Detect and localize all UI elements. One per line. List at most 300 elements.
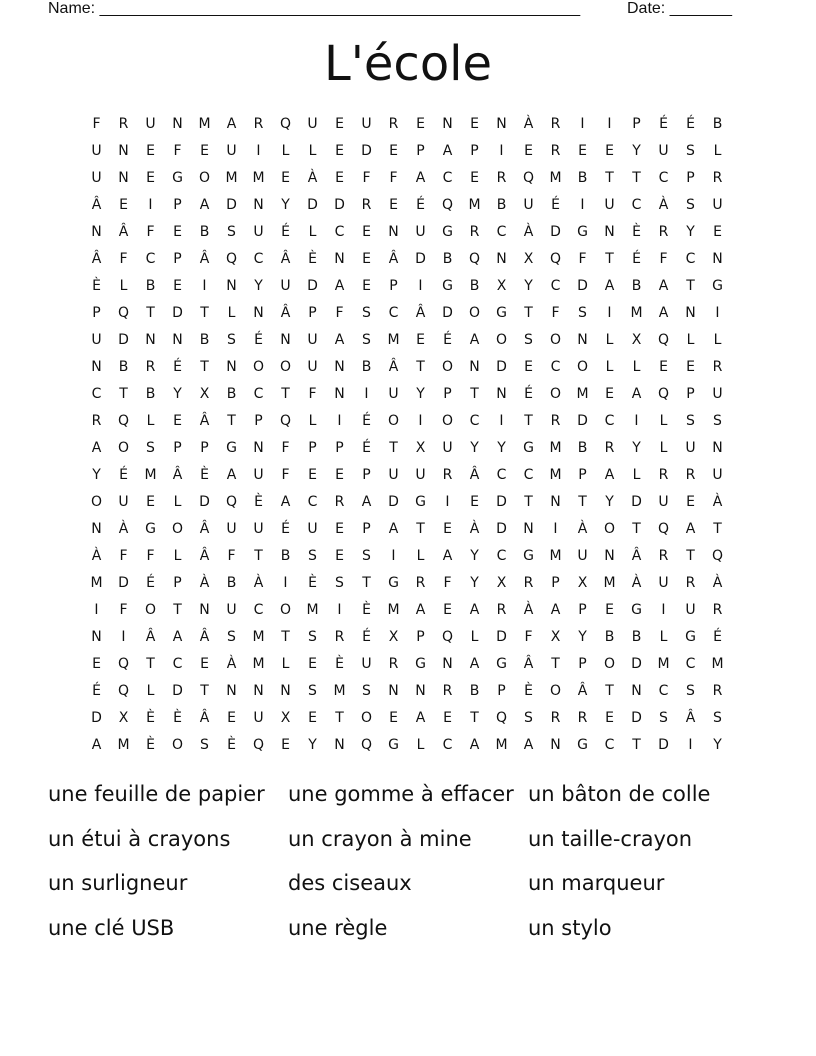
grid-letter: I [634, 413, 639, 429]
grid-letter: U [712, 197, 723, 213]
grid-letter: Y [686, 224, 695, 240]
grid-letter: B [469, 683, 480, 699]
grid-letter: O [198, 170, 211, 186]
grid-letter: E [146, 494, 155, 510]
grid-letter: F [146, 548, 155, 564]
grid-letter: Â [199, 710, 210, 726]
grid-letter: A [199, 197, 210, 213]
grid-row [83, 735, 731, 762]
grid-letter: A [280, 494, 291, 510]
grid-letter: N [712, 440, 723, 456]
grid-letter: È [308, 575, 317, 591]
grid-letter: M [306, 602, 319, 618]
grid-letter: A [361, 494, 372, 510]
grid-letter: E [362, 278, 371, 294]
grid-letter: R [712, 683, 723, 699]
grid-letter: N [172, 116, 183, 132]
grid-letter: L [281, 656, 290, 672]
grid-letter: U [577, 548, 588, 564]
grid-letter: C [658, 170, 669, 186]
grid-letter: Â [199, 629, 210, 645]
grid-letter: X [631, 332, 642, 348]
grid-letter: E [335, 521, 344, 537]
grid-row [83, 681, 731, 708]
grid-letter: R [658, 224, 669, 240]
grid-letter: Â [577, 683, 588, 699]
word-bank-item: un bâton de colle [528, 782, 711, 806]
grid-letter: Q [657, 521, 670, 537]
grid-letter: B [118, 359, 129, 375]
grid-row [83, 519, 731, 546]
grid-letter: L [659, 440, 668, 456]
grid-letter: C [496, 224, 507, 240]
grid-letter: E [335, 548, 344, 564]
grid-letter: D [118, 332, 129, 348]
grid-letter: Q [225, 251, 238, 267]
grid-letter: R [712, 602, 723, 618]
grid-letter: P [632, 116, 641, 132]
grid-letter: À [226, 656, 237, 672]
grid-letter: G [631, 602, 642, 618]
grid-letter: N [172, 332, 183, 348]
grid-letter: S [578, 305, 587, 321]
grid-letter: C [145, 251, 156, 267]
grid-letter: C [631, 197, 642, 213]
grid-letter: O [495, 332, 508, 348]
grid-letter: B [226, 575, 237, 591]
grid-letter: I [688, 737, 693, 753]
grid-letter: E [335, 170, 344, 186]
grid-letter: Y [632, 143, 641, 159]
grid-letter: U [253, 521, 264, 537]
grid-row [83, 573, 731, 600]
grid-letter: F [281, 440, 290, 456]
grid-letter: G [496, 305, 507, 321]
grid-letter: D [91, 710, 102, 726]
word-bank-item: une feuille de papier [48, 782, 265, 806]
grid-letter: E [470, 170, 479, 186]
grid-letter: E [335, 467, 344, 483]
grid-letter: S [335, 575, 344, 591]
grid-letter: T [632, 737, 641, 753]
grid-letter: N [523, 521, 534, 537]
grid-letter: À [91, 548, 102, 564]
grid-letter: D [496, 521, 507, 537]
grid-letter: Y [497, 440, 506, 456]
grid-letter: Y [254, 278, 263, 294]
grid-letter: E [335, 116, 344, 132]
grid-letter: E [389, 143, 398, 159]
grid-letter: D [631, 710, 642, 726]
grid-letter: R [334, 494, 345, 510]
grid-letter: O [387, 413, 400, 429]
grid-letter: T [470, 710, 479, 726]
grid-letter: R [550, 116, 561, 132]
grid-letter: B [577, 170, 588, 186]
grid-letter: È [227, 737, 236, 753]
grid-letter: A [469, 656, 480, 672]
grid-letter: Y [308, 737, 317, 753]
grid-letter: T [335, 710, 344, 726]
grid-letter: E [146, 143, 155, 159]
grid-letter: O [441, 413, 454, 429]
name-field-line: Name: ______________________________________________________ [48, 0, 581, 17]
grid-letter: Â [685, 710, 696, 726]
grid-letter: À [523, 602, 534, 618]
grid-letter: U [307, 116, 318, 132]
grid-letter: U [685, 602, 696, 618]
grid-row [83, 438, 731, 465]
grid-letter: U [91, 143, 102, 159]
grid-letter: R [550, 413, 561, 429]
grid-letter: E [416, 332, 425, 348]
grid-letter: M [387, 332, 400, 348]
grid-letter: A [685, 521, 696, 537]
grid-letter: G [415, 494, 426, 510]
grid-letter: Â [91, 197, 102, 213]
grid-letter: G [388, 575, 399, 591]
grid-letter: I [283, 575, 288, 591]
grid-letter: B [496, 197, 507, 213]
grid-letter: R [469, 224, 480, 240]
grid-letter: O [441, 359, 454, 375]
grid-letter: È [146, 710, 155, 726]
grid-letter: C [685, 251, 696, 267]
grid-letter: A [604, 278, 615, 294]
grid-letter: N [280, 683, 291, 699]
grid-letter: O [279, 359, 292, 375]
grid-letter: G [577, 224, 588, 240]
grid-letter: E [578, 143, 587, 159]
grid-letter: D [361, 143, 372, 159]
grid-letter: E [173, 278, 182, 294]
grid-letter: Â [91, 251, 102, 267]
grid-letter: O [144, 602, 157, 618]
grid-letter: L [146, 683, 155, 699]
grid-letter: E [470, 494, 479, 510]
grid-letter: M [90, 575, 103, 591]
grid-letter: U [685, 440, 696, 456]
grid-letter: R [145, 359, 156, 375]
grid-letter: N [577, 332, 588, 348]
grid-letter: O [603, 521, 616, 537]
grid-row [83, 627, 731, 654]
grid-letter: Â [631, 548, 642, 564]
grid-letter: M [576, 386, 589, 402]
grid-letter: P [578, 602, 587, 618]
grid-letter: È [335, 656, 344, 672]
grid-letter: P [416, 629, 425, 645]
grid-letter: É [173, 359, 182, 375]
word-bank-item: une règle [288, 916, 388, 941]
grid-letter: À [631, 575, 642, 591]
grid-letter: U [658, 143, 669, 159]
grid-letter: O [117, 440, 130, 456]
grid-letter: L [605, 332, 614, 348]
grid-letter: N [496, 251, 507, 267]
word-bank-item: un crayon à mine [288, 826, 472, 851]
grid-letter: F [659, 251, 668, 267]
grid-letter: D [307, 197, 318, 213]
grid-letter: U [280, 278, 291, 294]
grid-letter: U [712, 467, 723, 483]
grid-letter: E [227, 710, 236, 726]
grid-letter: O [468, 305, 481, 321]
grid-letter: C [658, 683, 669, 699]
grid-letter: E [713, 224, 722, 240]
grid-letter: T [524, 413, 533, 429]
grid-letter: A [91, 440, 102, 456]
grid-letter: Â [280, 251, 291, 267]
grid-letter: P [173, 251, 182, 267]
grid-letter: S [362, 305, 371, 321]
grid-letter: M [225, 170, 238, 186]
grid-letter: L [632, 359, 641, 375]
grid-letter: F [227, 548, 236, 564]
grid-letter: Â [172, 467, 183, 483]
grid-letter: F [524, 629, 533, 645]
grid-letter: E [281, 737, 290, 753]
grid-letter: R [685, 575, 696, 591]
grid-letter: G [712, 278, 723, 294]
grid-letter: D [496, 494, 507, 510]
grid-letter: F [281, 467, 290, 483]
date-field-line: Date: _______ [627, 0, 732, 17]
grid-letter: X [496, 278, 507, 294]
grid-letter: Y [173, 386, 182, 402]
grid-row [83, 249, 731, 276]
grid-letter: P [443, 386, 452, 402]
grid-letter: E [686, 494, 695, 510]
grid-letter: L [281, 143, 290, 159]
grid-letter: À [307, 170, 318, 186]
grid-letter: R [388, 116, 399, 132]
grid-letter: L [416, 548, 425, 564]
grid-letter: G [442, 224, 453, 240]
grid-letter: R [658, 467, 669, 483]
grid-letter: I [553, 521, 558, 537]
grid-letter: À [712, 494, 723, 510]
grid-letter: M [711, 656, 724, 672]
grid-letter: E [308, 656, 317, 672]
grid-letter: T [362, 575, 371, 591]
grid-letter: U [388, 467, 399, 483]
grid-letter: C [388, 305, 399, 321]
grid-letter: E [389, 710, 398, 726]
grid-letter: O [171, 521, 184, 537]
grid-letter: T [470, 386, 479, 402]
grid-letter: T [146, 305, 155, 321]
grid-letter: T [119, 386, 128, 402]
grid-letter: M [495, 737, 508, 753]
grid-letter: S [308, 629, 317, 645]
grid-letter: N [496, 116, 507, 132]
grid-letter: P [578, 656, 587, 672]
grid-row [83, 168, 731, 195]
grid-letter: N [415, 683, 426, 699]
grid-letter: B [577, 440, 588, 456]
grid-letter: M [117, 737, 130, 753]
grid-letter: L [308, 143, 317, 159]
grid-letter: S [686, 413, 695, 429]
grid-letter: X [523, 251, 534, 267]
grid-letter: U [658, 575, 669, 591]
grid-letter: A [415, 710, 426, 726]
grid-letter: À [577, 521, 588, 537]
grid-letter: È [632, 224, 641, 240]
grid-letter: S [686, 683, 695, 699]
grid-letter: E [200, 656, 209, 672]
grid-letter: Â [388, 359, 399, 375]
grid-letter: U [658, 494, 669, 510]
grid-letter: L [173, 548, 182, 564]
grid-letter: I [94, 602, 99, 618]
word-bank-item: une gomme à effacer [288, 782, 514, 806]
grid-letter: M [657, 656, 670, 672]
word-bank-item: un taille-crayon [528, 826, 693, 851]
grid-letter: T [173, 602, 182, 618]
grid-letter: D [118, 575, 129, 591]
grid-letter: S [362, 332, 371, 348]
grid-letter: C [442, 737, 453, 753]
grid-letter: É [92, 683, 101, 699]
grid-letter: R [442, 467, 453, 483]
grid-letter: X [199, 386, 210, 402]
grid-letter: T [281, 629, 290, 645]
grid-letter: R [253, 116, 264, 132]
grid-letter: D [226, 197, 237, 213]
grid-letter: P [551, 575, 560, 591]
grid-letter: X [118, 710, 129, 726]
grid-letter: O [252, 359, 265, 375]
grid-letter: U [442, 440, 453, 456]
grid-letter: À [469, 521, 480, 537]
grid-letter: O [576, 359, 589, 375]
grid-letter: T [686, 548, 695, 564]
grid-letter: U [388, 386, 399, 402]
grid-letter: O [171, 737, 184, 753]
grid-letter: A [469, 602, 480, 618]
grid-letter: R [550, 143, 561, 159]
grid-letter: X [280, 710, 291, 726]
grid-letter: N [91, 359, 102, 375]
grid-letter: P [416, 143, 425, 159]
grid-letter: D [334, 197, 345, 213]
grid-letter: É [524, 386, 533, 402]
grid-letter: N [253, 305, 264, 321]
grid-letter: E [119, 197, 128, 213]
grid-letter: N [253, 683, 264, 699]
grid-row [83, 195, 731, 222]
grid-letter: P [686, 386, 695, 402]
grid-letter: Y [281, 197, 290, 213]
grid-letter: O [549, 683, 562, 699]
grid-letter: Q [549, 251, 562, 267]
grid-letter: U [307, 521, 318, 537]
grid-letter: B [469, 278, 480, 294]
grid-letter: Â [469, 467, 480, 483]
grid-letter: P [578, 467, 587, 483]
grid-letter: A [469, 332, 480, 348]
grid-letter: G [577, 737, 588, 753]
grid-letter: É [686, 116, 695, 132]
grid-letter: Y [632, 440, 641, 456]
grid-letter: É [443, 332, 452, 348]
grid-letter: R [361, 197, 372, 213]
grid-letter: A [523, 737, 534, 753]
grid-letter: D [388, 494, 399, 510]
grid-letter: D [631, 494, 642, 510]
grid-letter: S [146, 440, 155, 456]
grid-letter: S [227, 629, 236, 645]
grid-letter: E [443, 521, 452, 537]
grid-letter: N [469, 359, 480, 375]
grid-letter: I [715, 305, 720, 321]
grid-letter: I [580, 197, 585, 213]
grid-letter: C [550, 359, 561, 375]
grid-letter: E [605, 386, 614, 402]
grid-letter: R [712, 359, 723, 375]
grid-letter: C [307, 494, 318, 510]
grid-letter: Q [441, 629, 454, 645]
grid-letter: T [632, 521, 641, 537]
grid-letter: M [549, 170, 562, 186]
grid-letter: D [199, 494, 210, 510]
word-bank [48, 778, 768, 957]
grid-letter: E [173, 413, 182, 429]
grid-letter: N [253, 440, 264, 456]
grid-letter: E [281, 170, 290, 186]
grid-letter: E [443, 602, 452, 618]
grid-letter: G [442, 278, 453, 294]
grid-letter: N [631, 683, 642, 699]
grid-letter: R [658, 548, 669, 564]
grid-letter: Y [524, 278, 533, 294]
grid-letter: È [308, 251, 317, 267]
grid-letter: N [226, 683, 237, 699]
grid-letter: N [145, 332, 156, 348]
grid-letter: P [686, 170, 695, 186]
grid-row [83, 546, 731, 573]
grid-letter: N [685, 305, 696, 321]
grid-letter: T [416, 521, 425, 537]
grid-letter: T [605, 683, 614, 699]
grid-letter: U [712, 386, 723, 402]
grid-letter: Q [117, 413, 130, 429]
grid-letter: U [415, 224, 426, 240]
grid-letter: T [524, 305, 533, 321]
grid-letter: R [523, 575, 534, 591]
grid-letter: Â [280, 305, 291, 321]
grid-letter: F [173, 143, 182, 159]
grid-letter: É [659, 116, 668, 132]
grid-letter: É [362, 629, 371, 645]
grid-letter: E [686, 359, 695, 375]
grid-letter: U [226, 143, 237, 159]
grid-letter: P [200, 440, 209, 456]
grid-letter: Â [199, 521, 210, 537]
grid-letter: N [118, 170, 129, 186]
grid-letter: S [524, 332, 533, 348]
grid-letter: M [252, 170, 265, 186]
grid-letter: N [712, 251, 723, 267]
grid-letter: B [199, 224, 210, 240]
grid-letter: P [470, 143, 479, 159]
grid-letter: D [172, 305, 183, 321]
grid-letter: Y [470, 575, 479, 591]
grid-row [83, 303, 731, 330]
grid-letter: É [119, 467, 128, 483]
